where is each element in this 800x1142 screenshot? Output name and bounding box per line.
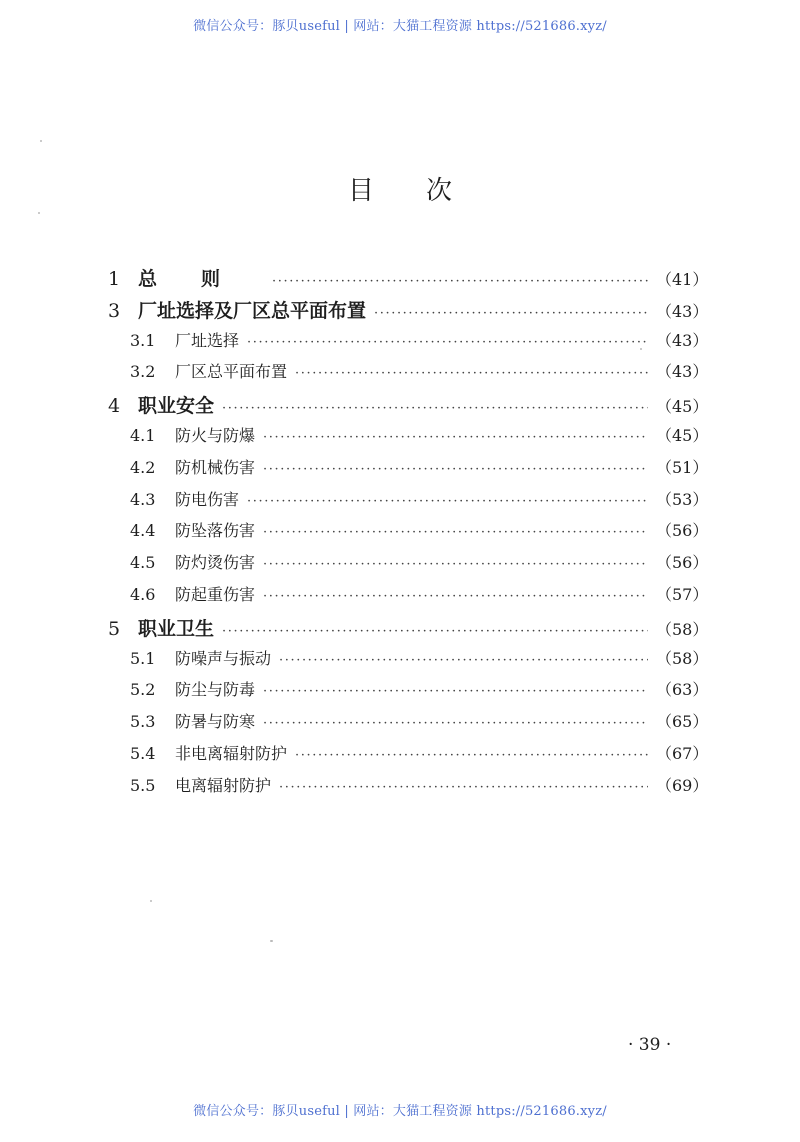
dot-leader xyxy=(295,366,648,381)
toc-entry-page: （58） xyxy=(656,648,709,668)
toc-entry[interactable] xyxy=(108,487,708,519)
toc-entry-page: （43） xyxy=(656,362,709,382)
toc-entry-title: 职业安全 xyxy=(138,395,215,418)
dot-leader xyxy=(263,684,648,699)
toc-entry-title: 防灼烫伤害 xyxy=(175,553,256,573)
dot-leader xyxy=(263,430,648,445)
toc-entry-page: （53） xyxy=(656,489,709,509)
toc-entry-page: （63） xyxy=(656,680,709,700)
toc-entry-page: （43） xyxy=(656,301,709,321)
toc-entry-title: 总则 xyxy=(138,268,265,290)
dot-leader xyxy=(374,306,648,321)
toc-entry[interactable] xyxy=(108,391,708,423)
toc-entry-number: 4.4 xyxy=(130,521,156,541)
toc-entry[interactable] xyxy=(108,264,708,296)
toc-entry-number: 5.1 xyxy=(130,648,156,668)
dot-leader xyxy=(279,780,648,795)
dot-leader xyxy=(247,494,648,509)
toc-entry-page: （41） xyxy=(656,270,709,289)
toc-entry-page: （58） xyxy=(656,619,709,639)
toc-entry-number: 4.2 xyxy=(130,457,156,477)
dot-leader xyxy=(247,335,648,350)
watermark-bottom: 微信公众号：豚贝useful | 网站：大猫工程资源 https://521686.xyz/ xyxy=(193,1104,607,1119)
dot-leader xyxy=(222,401,648,416)
toc-entry-title: 防坠落伤害 xyxy=(175,521,256,541)
toc-entry[interactable] xyxy=(108,677,708,709)
scan-speck xyxy=(40,140,42,142)
toc-entry-number: 4.1 xyxy=(130,425,156,445)
toc-entry-number: 5 xyxy=(108,617,121,640)
toc-entry-page: （43） xyxy=(656,330,709,350)
toc-entry-title: 厂区总平面布置 xyxy=(175,362,288,382)
toc-entry[interactable] xyxy=(108,423,708,455)
page-number: · 39 · xyxy=(628,1035,672,1055)
toc-entry-number: 1 xyxy=(108,268,121,290)
toc-entry-number: 5.4 xyxy=(130,743,156,763)
toc-entry[interactable] xyxy=(108,614,708,646)
toc-entry-title: 电离辐射防护 xyxy=(175,775,272,795)
toc-entry-page: （56） xyxy=(656,521,709,541)
dot-leader xyxy=(279,653,648,668)
scan-speck xyxy=(270,940,273,942)
toc-entry-number: 3.2 xyxy=(130,362,156,382)
toc-entry[interactable] xyxy=(108,550,708,582)
toc-entry-title: 防火与防爆 xyxy=(175,425,256,445)
toc-entry-number: 5.2 xyxy=(130,680,156,700)
toc-entry-title: 防电伤害 xyxy=(175,489,240,509)
scan-speck xyxy=(38,212,40,214)
toc-entry-page: （65） xyxy=(656,712,709,732)
page-title: 目次 xyxy=(347,176,504,206)
watermark-top: 微信公众号：豚贝useful | 网站：大猫工程资源 https://521686.xyz/ xyxy=(193,19,607,34)
toc-entry-number: 4 xyxy=(108,395,121,418)
toc-entry-page: （45） xyxy=(656,397,709,417)
toc-entry[interactable] xyxy=(108,773,708,805)
toc-entry[interactable] xyxy=(108,296,708,328)
table-of-contents xyxy=(108,264,708,805)
toc-entry-number: 5.5 xyxy=(130,775,156,795)
toc-entry-page: （57） xyxy=(656,584,709,604)
dot-leader xyxy=(263,525,648,540)
dot-leader xyxy=(263,716,648,731)
toc-entry-page: （45） xyxy=(656,425,709,445)
toc-entry-number: 4.5 xyxy=(130,553,156,573)
toc-entry-title: 防尘与防毒 xyxy=(175,680,256,700)
dot-leader xyxy=(222,624,648,639)
toc-entry-title: 防暑与防寒 xyxy=(175,712,256,732)
toc-entry[interactable] xyxy=(108,328,708,360)
toc-entry-number: 4.6 xyxy=(130,584,156,604)
toc-entry-title: 防机械伤害 xyxy=(175,457,256,477)
toc-entry[interactable] xyxy=(108,455,708,487)
dot-leader xyxy=(295,748,648,763)
toc-entry-page: （69） xyxy=(656,775,709,795)
scan-speck xyxy=(150,900,152,902)
toc-entry-number: 5.3 xyxy=(130,712,156,732)
toc-entry[interactable] xyxy=(108,582,708,614)
toc-entry-number: 4.3 xyxy=(130,489,156,509)
toc-entry-title: 厂址选择 xyxy=(175,330,240,350)
dot-leader xyxy=(272,274,648,289)
toc-entry[interactable] xyxy=(108,359,708,391)
toc-entry-title: 非电离辐射防护 xyxy=(175,743,288,763)
toc-entry[interactable] xyxy=(108,518,708,550)
dot-leader xyxy=(263,589,648,604)
scan-speck xyxy=(640,348,642,350)
toc-entry[interactable] xyxy=(108,741,708,773)
toc-entry[interactable] xyxy=(108,709,708,741)
dot-leader xyxy=(263,462,648,477)
toc-entry-page: （67） xyxy=(656,743,709,763)
toc-entry-page: （51） xyxy=(656,457,709,477)
toc-entry-page: （56） xyxy=(656,553,709,573)
dot-leader xyxy=(263,557,648,572)
toc-entry-title: 防起重伤害 xyxy=(175,584,256,604)
toc-entry-title: 职业卫生 xyxy=(138,617,215,640)
toc-entry-title: 防噪声与振动 xyxy=(175,648,272,668)
toc-entry[interactable] xyxy=(108,646,708,678)
toc-entry-number: 3 xyxy=(108,299,121,322)
toc-entry-number: 3.1 xyxy=(130,330,156,350)
toc-entry-title: 厂址选择及厂区总平面布置 xyxy=(138,299,367,322)
